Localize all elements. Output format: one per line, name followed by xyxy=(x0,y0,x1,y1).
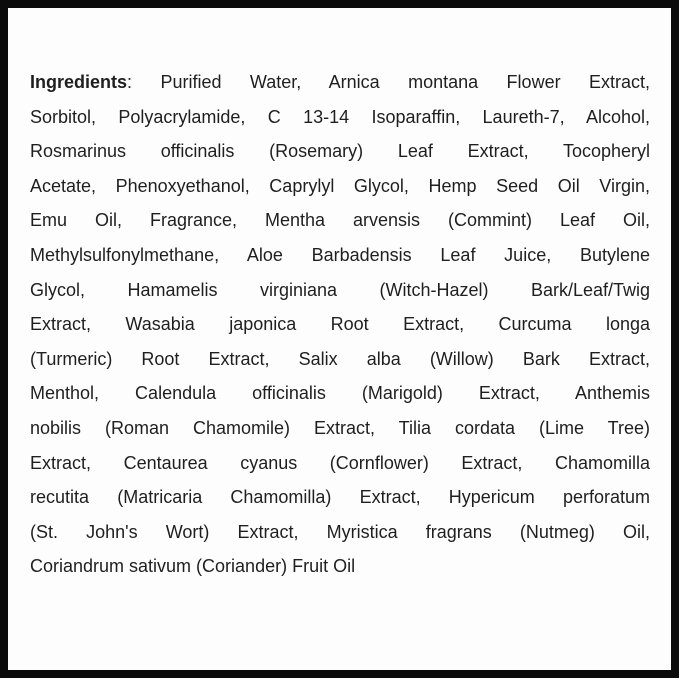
ingredients-heading: Ingredients xyxy=(30,72,128,92)
text-line: Methylsulfonylmethane, Aloe Barbadensis Leaf Juice, Butylene xyxy=(30,244,650,265)
text-line: Acetate, Phenoxyethanol, Caprylyl Glycol, Hemp Seed Oil Virgin, xyxy=(30,175,650,196)
text-line: Rosmarinus officinalis (Rosemary) Leaf Extract, Tocopheryl xyxy=(30,141,650,162)
text-line: nobilis (Roman Chamomile) Extract, Tilia cordata (Lime Tree) xyxy=(30,417,650,438)
ingredients-lines xyxy=(30,100,650,584)
text-line: Extract, Centaurea cyanus (Cornflower) Extract, Chamomilla xyxy=(30,452,650,473)
first-line-text: Purified Water, Arnica montana Flower Extract, xyxy=(132,72,650,92)
text-line: (St. John's Wort) Extract, Myristica fragrans (Nutmeg) Oil, xyxy=(30,521,650,542)
text-line: Sorbitol, Polyacrylamide, C 13-14 Isoparaffin, Laureth-7, Alcohol, xyxy=(30,106,650,127)
text-line: Menthol, Calendula officinalis (Marigold) Extract, Anthemis xyxy=(30,383,650,404)
ingredients-paragraph xyxy=(30,65,650,584)
text-line: recutita (Matricaria Chamomilla) Extract, Hypericum perforatum xyxy=(30,487,650,508)
text-line-first xyxy=(30,65,650,100)
ingredients-heading-colon: : xyxy=(127,72,133,92)
text-line: Extract, Wasabia japonica Root Extract, Curcuma longa xyxy=(30,314,650,335)
text-line: Glycol, Hamamelis virginiana (Witch-Hazel) Bark/Leaf/Twig xyxy=(30,279,650,300)
text-line: Coriandrum sativum (Coriander) Fruit Oil xyxy=(30,556,356,577)
text-line: Emu Oil, Fragrance, Mentha arvensis (Commint) Leaf Oil, xyxy=(30,210,650,231)
text-line: (Turmeric) Root Extract, Salix alba (Willow) Bark Extract, xyxy=(30,348,650,369)
